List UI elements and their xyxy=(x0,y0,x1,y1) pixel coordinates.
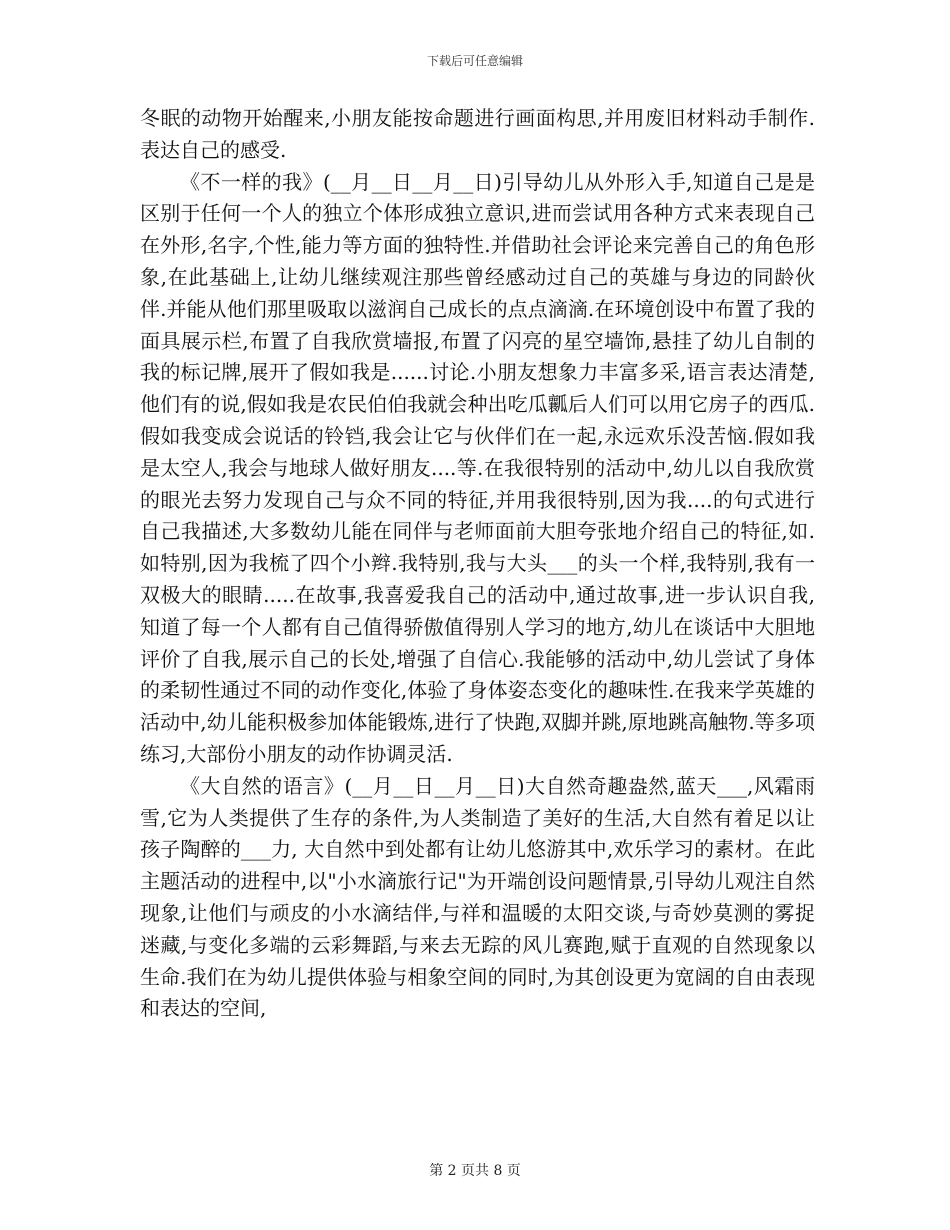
page-footer: 第 2 页共 8 页 xyxy=(429,1163,521,1179)
paragraph-2: 《不一样的我》(__月__日__月__日)引导幼儿从外形入手,知道自己是是区别于任何一个人的独立个体形成独立意识,进而尝试用各种方式来表现自己在外形,名字,个性,能力等方面的独特性.并借助社会评论来完善自己的角色形象,在此基础上,让幼儿继续观注那些曾经感动过自己的英雄与身边的同龄伙伴.并能从他们那里吸取以滋润自己成长的点点滴滴.在环境创设中布置了我的面具展示栏,布置了自我欣赏墙报,布置了闪亮的星空墙饰,悬挂了幼儿自制的我的标记牌,展开了假如我是......讨论.小朋友想象力丰富多采,语言表达清楚,他们有的说,假如我是农民伯伯我就会种出吃瓜瓤后人们可以用它房子的西瓜.假如我变成会说话的铃铛,我会让它与伙伴们在一起,永远欢乐没苦恼.假如我是太空人,我会与地球人做好朋友....等.在我很特别的活动中,幼儿以自我欣赏的眼光去努力发现自己与众不同的特征,并用我很特别,因为我....的句式进行自己我描述,大多数幼儿能在同伴与老师面前大胆夸张地介绍自己的特征,如.如特别,因为我梳了四个小辫.我特别,我与大头___的头一个样,我特别,我有一双极大的眼睛.....在故事,我喜爱我自己的活动中,通过故事,进一步认识自我,知道了每一个人都有自己值得骄傲值得别人学习的地方,幼儿在谈话中大胆地评价了自我,展示自己的长处,增强了自信心.我能够的活动中,幼儿尝试了身体的柔韧性通过不同的动作变化,体验了身体姿态变化的趣味性.在我来学英雄的活动中,幼儿能积极参加体能锻炼,进行了快跑,双脚并跳,原地跳高触物.等多项练习,大部份小朋友的动作协调灵活. xyxy=(140,169,815,766)
document-body xyxy=(140,103,815,1025)
paragraph-1: 冬眠的动物开始醒来,小朋友能按命题进行画面构思,并用废旧材料动手制作.表达自己的感受. xyxy=(140,106,815,162)
page-header: 下载后可任意编辑 xyxy=(426,54,523,68)
paragraph-3: 《大自然的语言》(__月__日__月__日)大自然奇趣盎然,蓝天___,风霜雨雪,它为人类提供了生存的条件,为人类制造了美好的生活,大自然有着足以让孩子陶醉的___力, 大自然中到处都有让幼儿悠游其中,欢乐学习的素材。在此主题活动的进程中,以"小水滴旅行记"为开端创设问题情景,引导幼儿观注自然现象,让他们与顽皮的小水滴结伴,与祥和温暖的太阳交谈,与奇妙莫测的雾捉迷藏,与变化多端的云彩舞蹈,与来去无踪的风儿赛跑,赋于直观的自然现象以生命.我们在为幼儿提供体验与相象空间的同时,为其创设更为宽阔的自由表现和表达的空间, xyxy=(140,773,815,1021)
